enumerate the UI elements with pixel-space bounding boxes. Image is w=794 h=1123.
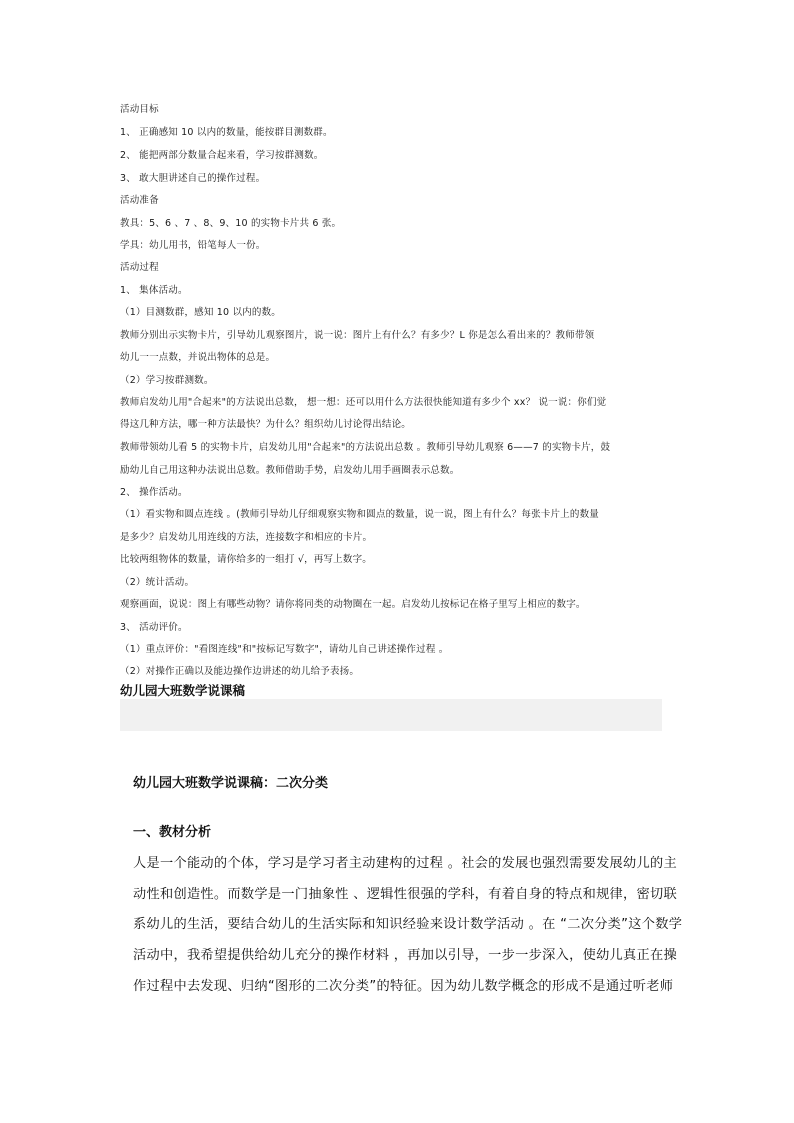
plan-line: 1、 正确感知 10 以内的数量，能按群目测数群。 bbox=[120, 127, 333, 138]
plan-line: （2）学习按群测数。 bbox=[120, 375, 214, 386]
paragraph-line: 活动中，我希望提供给幼儿充分的操作材料 ，再加以引导，一步一步深入，使幼儿真正在操 bbox=[133, 948, 677, 963]
article-title: 幼儿园大班数学说课稿：二次分类 bbox=[133, 776, 329, 791]
plan-line: 得这几种方法，哪一种方法最快？为什么？组织幼儿讨论得出结论。 bbox=[120, 419, 412, 430]
plan-line: （2）对操作正确以及能边操作边讲述的幼儿给予表扬。 bbox=[120, 666, 360, 677]
plan-line: （1）重点评价："看图连线"和"按标记写数字"，请幼儿自己讲述操作过程 。 bbox=[120, 644, 449, 655]
paragraph-line: 系幼儿的生活，要结合幼儿的生活实际和知识经验来设计数学活动 。在 “二次分类”这个数学 bbox=[133, 917, 683, 932]
plan-line: 教师启发幼儿用"合起来"的方法说出总数， 想一想：还可以用什么方法很快能知道有多少个 xx？ 说一说：你们觉 bbox=[120, 397, 607, 408]
plan-line: （1）目测数群，感知 10 以内的数。 bbox=[120, 307, 281, 318]
plan-line: 1、 集体活动。 bbox=[120, 285, 188, 296]
plan-line: （1）看实物和圆点连线 。(教师引导幼儿仔细观察实物和圆点的数量，说一说，图上有什么？每张卡片上的数量 bbox=[120, 509, 599, 520]
plan-heading-preparation: 活动准备 bbox=[120, 195, 159, 206]
plan-line: 教师分别出示实物卡片，引导幼儿观察图片，说一说：图片上有什么？有多少？L 你是怎么看出来的？教师带领 bbox=[120, 330, 595, 341]
plan-line: 2、 能把两部分数量合起来看，学习按群测数。 bbox=[120, 150, 324, 161]
plan-line: 幼儿一一点数，并说出物体的总是。 bbox=[120, 352, 276, 363]
plan-line: 比较两组物体的数量，请你给多的一组打 √，再写上数字。 bbox=[120, 554, 372, 565]
plan-line: （2）统计活动。 bbox=[120, 577, 195, 588]
plan-line: 学具：幼儿用书，铅笔每人一份。 bbox=[120, 240, 266, 251]
section-heading: 一、教材分析 bbox=[133, 825, 212, 840]
plan-line: 3、 敢大胆讲述自己的操作过程。 bbox=[120, 173, 266, 184]
document-title: 幼儿园大班数学说课稿 bbox=[120, 683, 246, 698]
paragraph-line: 人是一个能动的个体，学习是学习者主动建构的过程 。社会的发展也强烈需要发展幼儿的主 bbox=[133, 856, 677, 871]
plan-line: 3、 活动评价。 bbox=[120, 622, 188, 633]
plan-line: 教具：5、6 、7 、8、9、10 的实物卡片共 6 张。 bbox=[120, 218, 342, 229]
paragraph-line: 动性和创造性。而数学是一门抽象性 、逻辑性很强的学科，有着自身的特点和规律，密切联 bbox=[133, 887, 677, 902]
paragraph-line: 作过程中去发现、归纳“图形的二次分类”的特征。因为幼儿数学概念的形成不是通过听老师 bbox=[133, 979, 674, 994]
plan-heading-goals: 活动目标 bbox=[120, 104, 159, 115]
plan-heading-process: 活动过程 bbox=[120, 262, 159, 273]
plan-line: 观察画面，说说：图上有哪些动物？请你将同类的动物圈在一起。启发幼儿按标记在格子里写上相应的数字。 bbox=[120, 599, 586, 610]
plan-line: 励幼儿自己用这种办法说出总数。教师借助手势，启发幼儿用手画圈表示总数。 bbox=[120, 465, 460, 476]
gray-banner bbox=[120, 699, 662, 731]
plan-line: 是多少？启发幼儿用连线的方法，连接数字和相应的卡片。 bbox=[120, 532, 373, 543]
plan-line: 2、 操作活动。 bbox=[120, 487, 188, 498]
plan-line: 教师带领幼儿看 5 的实物卡片，启发幼儿用"合起来"的方法说出总数 。教师引导幼儿观察 6——7 的实物卡片，鼓 bbox=[120, 442, 611, 453]
